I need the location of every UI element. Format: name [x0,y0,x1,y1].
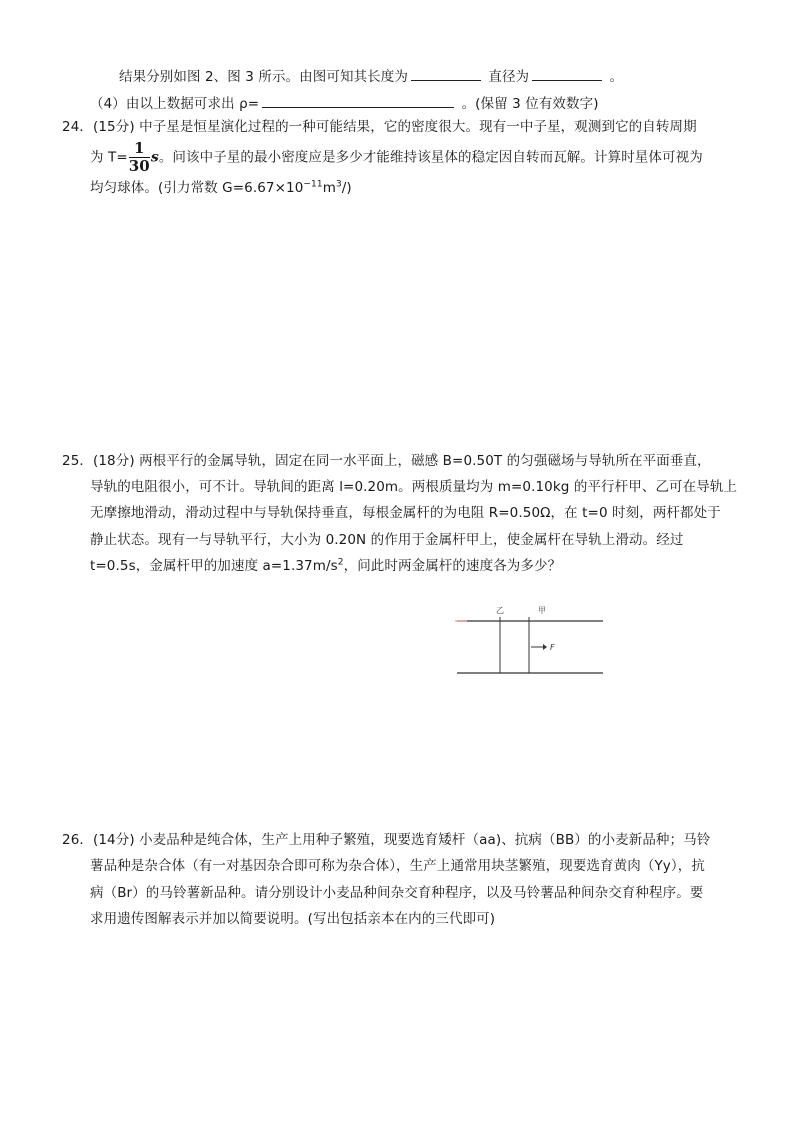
q24-line-2 [90,140,703,175]
rails-figure [455,602,607,682]
q24-line-3 [90,178,352,198]
q23-result-text: 结果分别如图 2、图 3 所示。由图可知其长度为 [119,69,408,85]
q24-line-3-end: /) [341,180,352,196]
q25-line-3: 无摩擦地滑动，滑动过程中与导轨保持垂直，每根金属杆的为电阻 R=0.50Ω，在 t=0 时刻，两杆都处于 [90,505,721,521]
q26-line-2: 薯品种是杂合体（有一对基因杂合即可称为杂合体），生产上通常用块茎繁殖，现要选育黄肉（Yy），抗 [90,858,705,874]
accel-exponent: 2 [337,557,344,568]
q25-line-5 [90,556,561,576]
label-force: F [550,643,555,652]
length-answer-blank[interactable] [411,66,481,81]
label-jia: 甲 [538,606,546,615]
q23-density-note: 。(保留 3 位有效数字) [461,96,599,112]
q26-line-1: 26．(14分) 小麦品种是纯合体，生产上用种子繁殖，现要选育矮杆（aa)、抗病（BB）的小麦新品种；马铃 [62,832,711,848]
q25-line-1: 25．(18分) 两根平行的金属导轨，固定在同一水平面上，磁感 B=0.50T 的匀强磁场与导轨所在平面垂直， [62,453,711,469]
g-unit-exponent: 3 [335,179,342,190]
q25-line-5-text: t=0.5s，金属杆甲的加速度 a=1.37m/s [90,558,338,574]
q26-line-4: 求用遗传图解表示并加以简要说明。(写出包括亲本在内的三代即可) [90,911,496,927]
q24-line-1: 24．(15分) 中子星是恒星演化过程的一种可能结果，它的密度很大。现有一中子星，观测到它的自转周期 [62,119,697,135]
diameter-answer-blank[interactable] [532,66,602,81]
g-unit: m [322,180,336,196]
force-arrow-icon [543,644,547,650]
fraction-denominator: 30 [128,157,150,175]
label-yi: 乙 [496,606,504,615]
density-answer-blank[interactable] [262,93,454,108]
fraction-numerator: 1 [129,140,150,158]
q23-line-end: 。 [609,69,624,85]
q23-diameter-text: 直径为 [488,69,530,85]
q25-line-5-end: ，问此时两金属杆的速度各为多少？ [343,558,562,574]
q24-line-2-text: 。问该中子星的最小密度应是多少才能维持该星体的稳定因自转而瓦解。计算时星体可视为 [158,149,703,166]
g-exponent: −11 [303,179,323,190]
q24-period-prefix: 为 T= [90,149,128,166]
q23-density-text: （4）由以上数据可求出 ρ= [90,96,260,112]
q25-line-2: 导轨的电阻很小，可不计。导轨间的距离 l=0.20m。两根质量均为 m=0.10kg 的平行杆甲、乙可在导轨上 [90,479,738,495]
q23-density-line [90,93,599,114]
q26-line-3: 病（Br）的马铃薯新品种。请分别设计小麦品种间杂交育种程序，以及马铃薯品种间杂交育种程序。要 [90,885,704,901]
period-unit: s [150,149,159,166]
period-fraction [129,140,150,175]
q24-line-3-text: 均匀球体。(引力常数 G=6.67×10 [90,180,304,196]
q25-line-4: 静止状态。现有一与导轨平行，大小为 0.20N 的作用于金属杆甲上，使金属杆在导轨上滑动。经过 [90,532,684,548]
q23-result-line [119,66,623,87]
